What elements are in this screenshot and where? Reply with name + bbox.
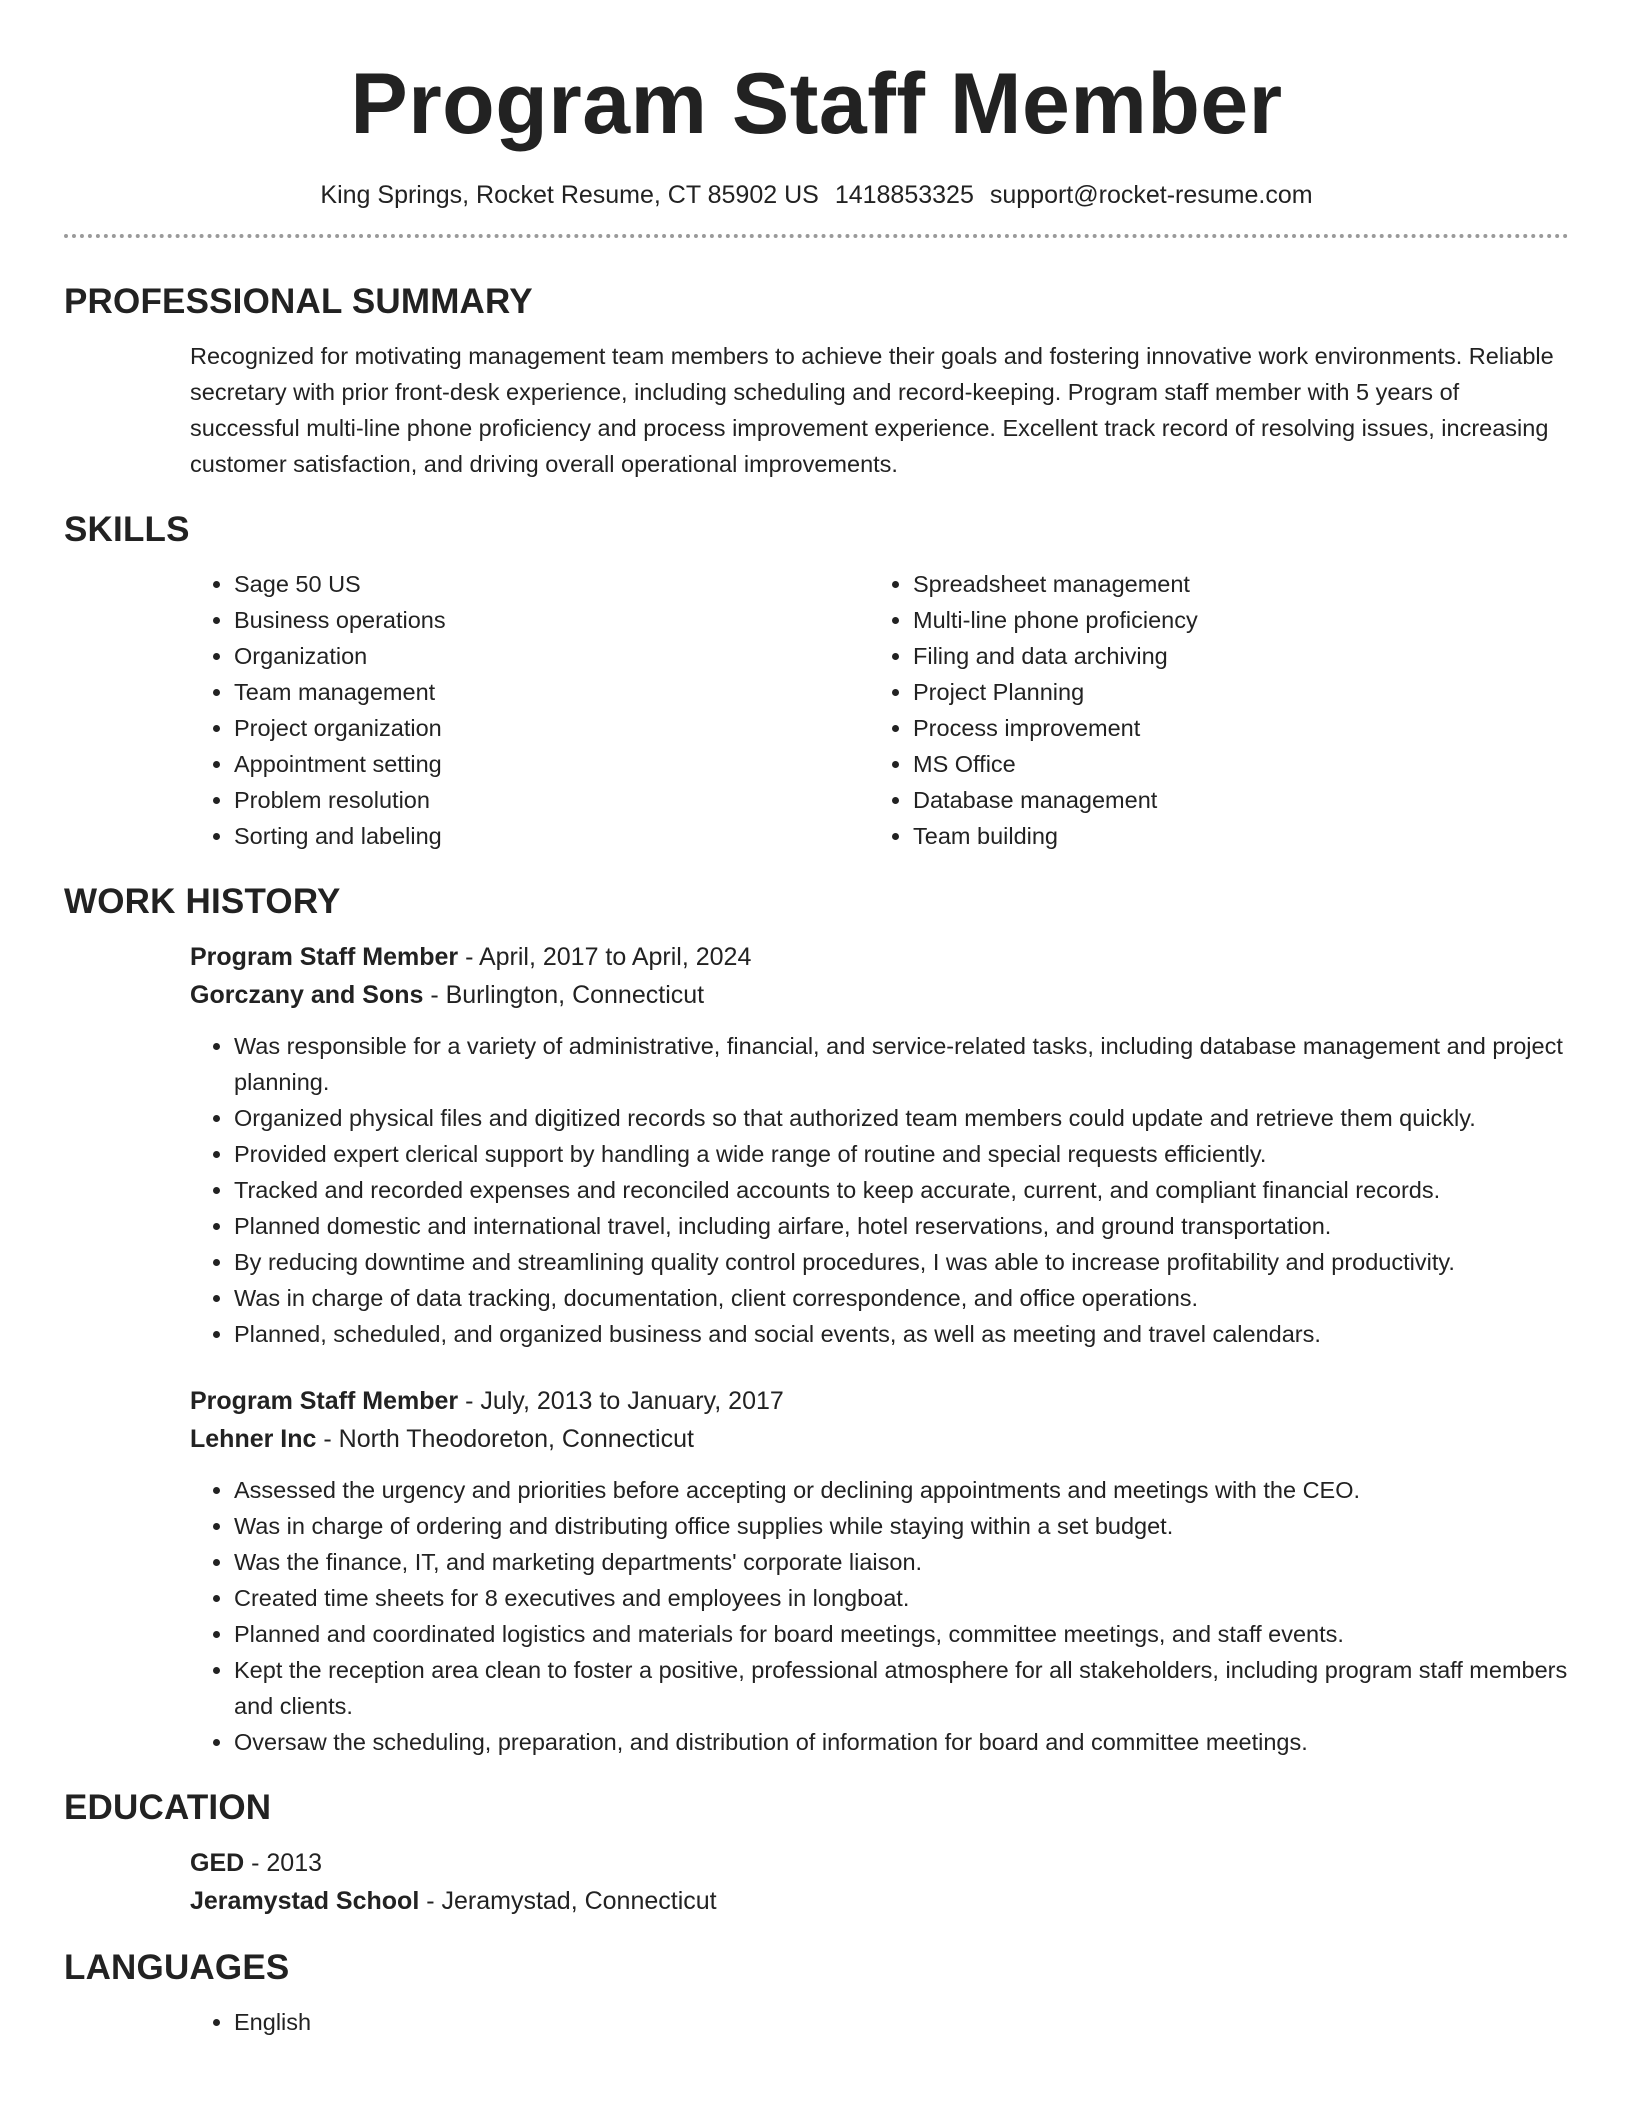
job-bullet: • Planned, scheduled, and organized business and social events, as well as meeting and travel calendars.: [234, 1316, 1569, 1352]
job-bullet: • Was responsible for a variety of administrative, financial, and service-related tasks, including database management and project planning.: [234, 1028, 1569, 1100]
education-degree-line: [190, 1844, 1569, 1882]
skill-item: • Spreadsheet management: [913, 566, 1548, 602]
resume-name: Program Staff Member: [350, 56, 1283, 152]
language-item: • English: [234, 2004, 1569, 2040]
languages-body: [64, 2004, 1569, 2040]
header-divider: [64, 234, 1569, 238]
job-company-line: [190, 976, 1569, 1014]
skill-item: • Organization: [234, 638, 869, 674]
languages-heading: LANGUAGES: [64, 1948, 290, 1987]
job-bullet-list: [190, 1472, 1569, 1760]
skills-grid: [64, 566, 1569, 854]
job-company: Lehner Inc: [190, 1425, 317, 1453]
education-school: Jeramystad School: [190, 1887, 420, 1915]
job-bullet: • Oversaw the scheduling, preparation, and distribution of information for board and committee meetings.: [234, 1724, 1569, 1760]
contact-address: King Springs, Rocket Resume, CT 85902 US: [320, 181, 819, 209]
job-location: - North Theodoreton, Connecticut: [316, 1425, 694, 1453]
job-bullet: • Provided expert clerical support by handling a wide range of routine and special requests efficiently.: [234, 1136, 1569, 1172]
skill-item: • Team building: [913, 818, 1548, 854]
skill-item: • Team management: [234, 674, 869, 710]
job-bullet: • Created time sheets for 8 executives and employees in longboat.: [234, 1580, 1569, 1616]
job-bullet: • Organized physical files and digitized records so that authorized team members could update and retrieve them quickly.: [234, 1100, 1569, 1136]
job-company-line: [190, 1420, 1569, 1458]
summary-heading: PROFESSIONAL SUMMARY: [64, 282, 533, 321]
skill-item: • Multi-line phone proficiency: [913, 602, 1548, 638]
job-title-line: [190, 938, 1569, 976]
job-bullet: • Was in charge of data tracking, documentation, client correspondence, and office operations.: [234, 1280, 1569, 1316]
education-location: - Jeramystad, Connecticut: [419, 1887, 717, 1915]
job-bullet: • Kept the reception area clean to foster a positive, professional atmosphere for all stakeholders, including program staff members and clients.: [234, 1652, 1569, 1724]
job-entry: [64, 1382, 1569, 1760]
skill-item: • Database management: [913, 782, 1548, 818]
languages-list: [190, 2004, 1569, 2040]
job-bullet: • Assessed the urgency and priorities before accepting or declining appointments and meetings with the CEO.: [234, 1472, 1569, 1508]
job-bullet: • Tracked and recorded expenses and reconciled accounts to keep accurate, current, and compliant financial records.: [234, 1172, 1569, 1208]
skills-list-right: [869, 566, 1548, 854]
education-school-line: [190, 1882, 1569, 1920]
skill-item: • Process improvement: [913, 710, 1548, 746]
skill-item: • Project organization: [234, 710, 869, 746]
job-role: Program Staff Member: [190, 943, 459, 971]
education-heading: EDUCATION: [64, 1788, 272, 1827]
work-heading: WORK HISTORY: [64, 882, 341, 921]
job-bullet: • By reducing downtime and streamlining quality control procedures, I was able to increase profitability and productivity.: [234, 1244, 1569, 1280]
skill-item: • Business operations: [234, 602, 869, 638]
job-bullet-list: [190, 1028, 1569, 1352]
skill-item: • Appointment setting: [234, 746, 869, 782]
education-entry: [64, 1844, 1569, 1920]
job-dates: - July, 2013 to January, 2017: [458, 1387, 784, 1415]
job-company: Gorczany and Sons: [190, 981, 424, 1009]
summary-text: Recognized for motivating management team members to achieve their goals and fostering innovative work environments. Reliable secretary with prior front-desk experience, including scheduling and record-keeping. Program staff member with 5 years of successful multi-line phone proficiency and process improvement experience. Excellent track record of resolving issues, increasing customer satisfaction, and driving overall operational improvements.: [190, 343, 1554, 477]
skills-list-left: [190, 566, 869, 854]
job-bullet: • Was the finance, IT, and marketing departments' corporate liaison.: [234, 1544, 1569, 1580]
job-role: Program Staff Member: [190, 1387, 459, 1415]
skill-item: • MS Office: [913, 746, 1548, 782]
summary-body: [64, 338, 1569, 482]
contact-email: support@rocket-resume.com: [989, 181, 1313, 209]
skills-heading: SKILLS: [64, 510, 190, 549]
job-bullet: • Planned domestic and international travel, including airfare, hotel reservations, and ground transportation.: [234, 1208, 1569, 1244]
contact-phone: 1418853325: [834, 181, 974, 209]
skill-item: • Sorting and labeling: [234, 818, 869, 854]
job-entry: [64, 938, 1569, 1352]
skill-item: • Filing and data archiving: [913, 638, 1548, 674]
job-dates: - April, 2017 to April, 2024: [458, 943, 752, 971]
job-title-line: [190, 1382, 1569, 1420]
job-bullet: • Planned and coordinated logistics and materials for board meetings, committee meetings, and staff events.: [234, 1616, 1569, 1652]
skill-item: • Project Planning: [913, 674, 1548, 710]
education-degree: GED: [190, 1849, 245, 1877]
job-location: - Burlington, Connecticut: [423, 981, 705, 1009]
resume-page: [64, 0, 1569, 2040]
job-bullet: • Was in charge of ordering and distributing office supplies while staying within a set budget.: [234, 1508, 1569, 1544]
skill-item: • Sage 50 US: [234, 566, 869, 602]
contact-line: [64, 180, 1569, 210]
skill-item: • Problem resolution: [234, 782, 869, 818]
education-year: - 2013: [244, 1849, 323, 1877]
